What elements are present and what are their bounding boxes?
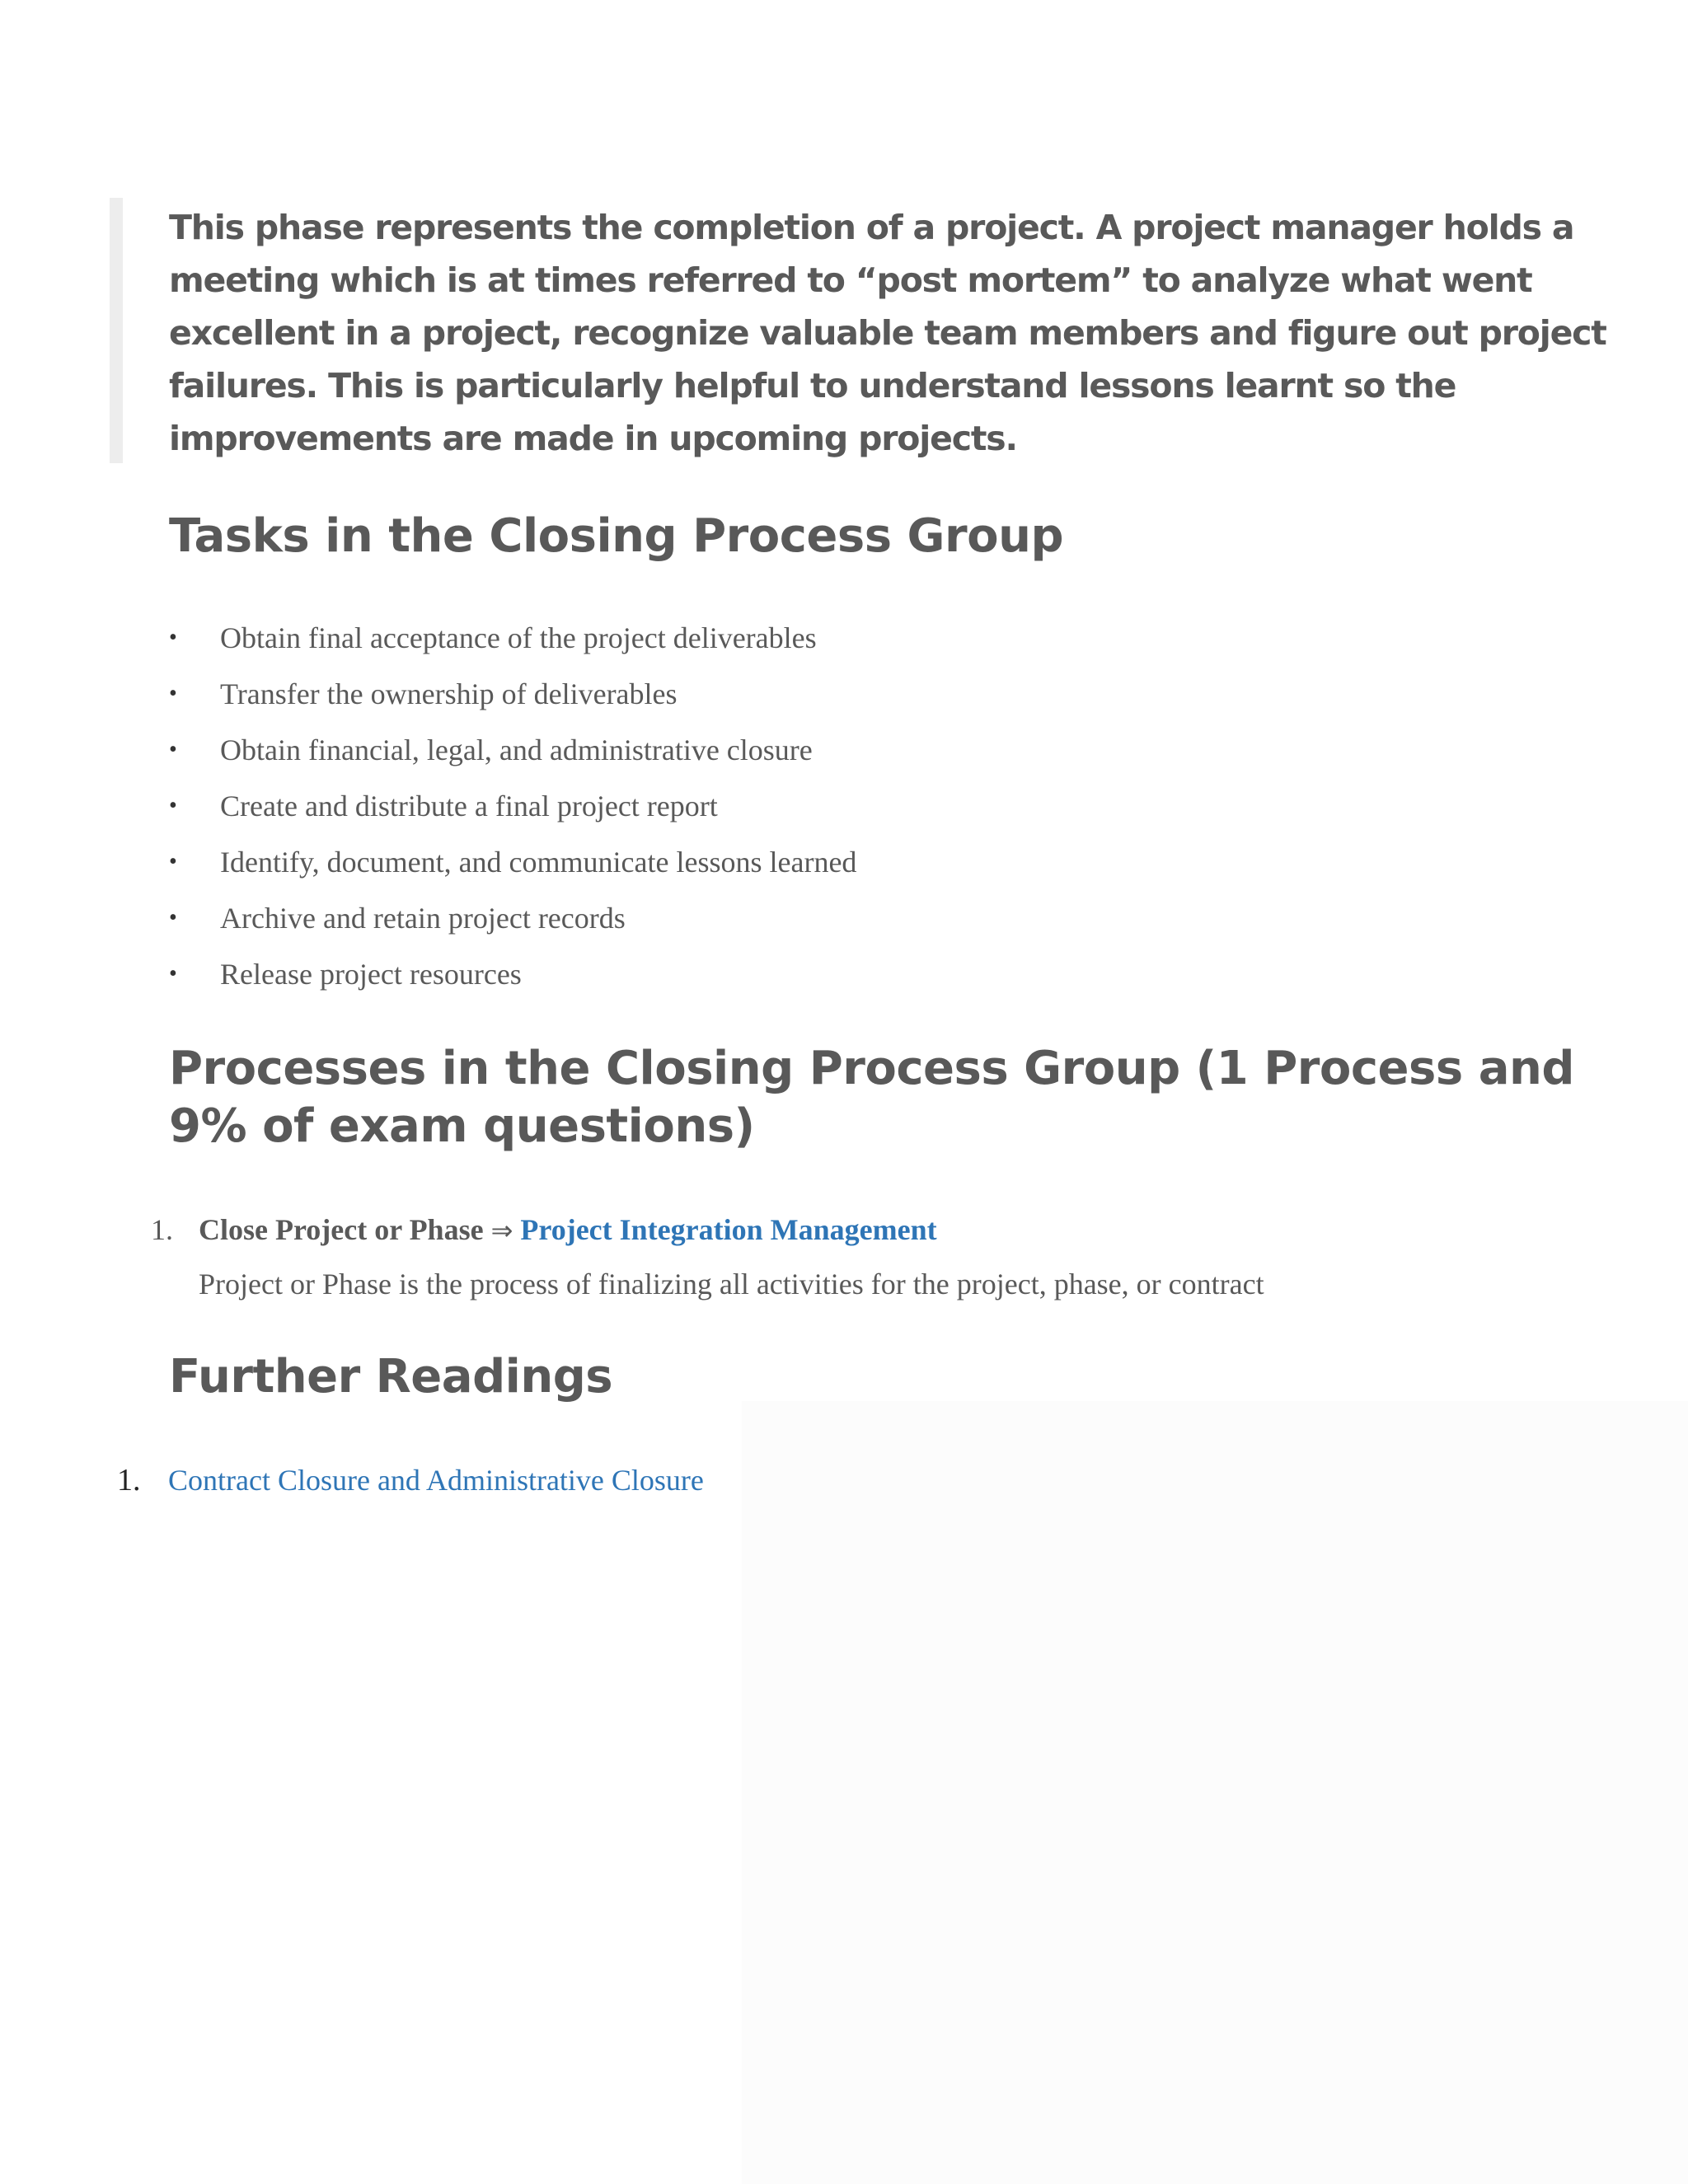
process-title [199, 1205, 937, 1255]
list-item [169, 834, 1488, 890]
task-text: Obtain financial, legal, and administrative closure [220, 733, 813, 766]
bullet-icon: • [169, 737, 177, 762]
arrow-right-icon: ⇒ [490, 1215, 513, 1246]
bullet-icon: • [169, 793, 177, 818]
tasks-list [169, 610, 1488, 1002]
task-text: Archive and retain project records [220, 902, 626, 935]
list-item [169, 946, 1488, 1002]
process-name: Close Project or Phase [199, 1213, 484, 1246]
list-item [169, 722, 1488, 778]
list-item [169, 890, 1488, 946]
bullet-icon: • [169, 905, 177, 930]
blockquote-bar [110, 198, 123, 463]
process-number: 1. [151, 1213, 173, 1246]
bullet-icon: • [169, 625, 177, 650]
processes-heading: Processes in the Closing Process Group (1 Process and 9% of exam questions) [169, 1042, 1574, 1153]
bullet-icon: • [169, 681, 177, 706]
reading-link[interactable]: Contract Closure and Administrative Closure [168, 1464, 704, 1497]
further-readings-heading: Further Readings [169, 1350, 613, 1404]
page-shading [742, 1401, 1688, 2184]
bullet-icon: • [169, 849, 177, 874]
list-item [169, 610, 1488, 666]
intro-text: This phase represents the completion of a project. A project manager holds a meeting which is at times referred to “post mortem” to analyze what went excellent in a project, recognize valuable team members and figure out project failures. This is particularly helpful to understand lessons learnt so the improvements are made in upcoming projects. [169, 208, 1606, 458]
task-text: Release project resources [220, 958, 522, 991]
task-text: Obtain final acceptance of the project deliverables [220, 621, 817, 654]
tasks-heading: Tasks in the Closing Process Group [169, 509, 1064, 563]
task-text: Identify, document, and communicate lessons learned [220, 846, 857, 879]
intro-blockquote [110, 198, 1606, 463]
bullet-icon: • [169, 961, 177, 987]
list-item [169, 778, 1488, 834]
task-text: Create and distribute a final project report [220, 790, 718, 823]
knowledge-area-link[interactable]: Project Integration Management [520, 1213, 937, 1246]
task-text: Transfer the ownership of deliverables [220, 677, 678, 710]
list-item [169, 666, 1488, 722]
reading-number: 1. [117, 1463, 141, 1497]
process-description: Project or Phase is the process of finalizing all activities for the project, phase, or contract [199, 1268, 1264, 1301]
